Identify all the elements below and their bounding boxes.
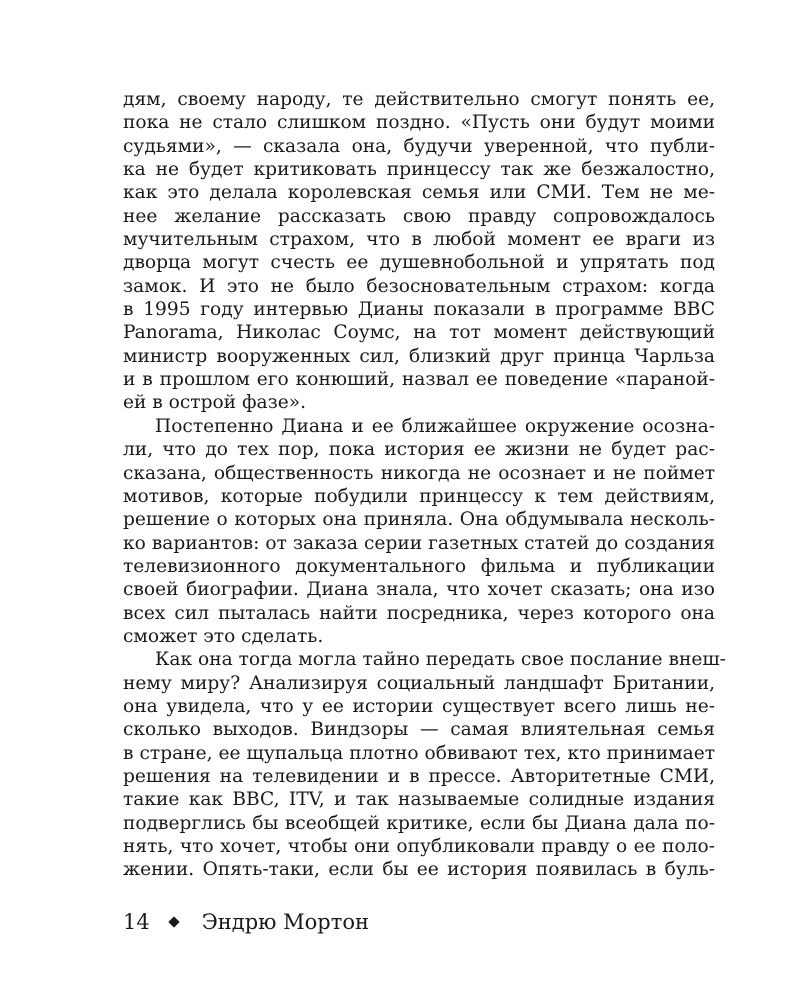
text-line: Постепенно Диана и ее ближайшее окружение осозна- [155, 415, 715, 437]
text-line: мучительным страхом, что в любой момент ее враги из [123, 229, 715, 251]
text-line: ей в острой фазе». [123, 392, 307, 414]
text-line: решения на телевидении и в прессе. Авторитетные СМИ, [123, 765, 715, 787]
text-line: Panorama, Николас Соумс, на тот момент действующий [123, 322, 715, 344]
text-line: жении. Опять-таки, если бы ее история появилась в буль- [123, 859, 715, 881]
text-line: такие как BBC, ITV, и так называемые солидные издания [123, 789, 715, 811]
text-line: подверглись бы всеобщей критике, если бы Диана дала по- [123, 812, 715, 834]
text-line: как это делала королевская семья или СМИ. Тем не ме- [123, 182, 715, 204]
text-line: дям, своему народу, те действительно смогут понять ее, [123, 89, 715, 110]
running-author: Эндрю Мортон [201, 910, 369, 934]
text-line: в стране, ее щупальца плотно обвивают тех, кто принимает [123, 742, 715, 764]
paragraph-3 [123, 648, 726, 881]
text-line: сколько выходов. Виндзоры — самая влиятельная семья [123, 719, 715, 741]
text-line: нему миру? Анализируя социальный ландшафт Британии, [123, 672, 715, 694]
text-line: ко вариантов: от заказа серии газетных статей до создания [123, 532, 715, 554]
text-line: сможет это сделать. [123, 625, 324, 647]
text-line: сказана, общественность никогда не осознает и не поймет [123, 462, 715, 484]
text-line: судьями», — сказала она, будучи уверенной, что публи- [123, 135, 715, 157]
text-line: ка не будет критиковать принцессу так же безжалостно, [123, 159, 715, 181]
paragraph-1 [123, 88, 715, 415]
text-line: и в прошлом его конюший, назвал ее поведение «параной- [123, 369, 715, 391]
paragraph-2 [123, 415, 715, 648]
text-line: замок. И это не было безосновательным страхом: когда [123, 275, 715, 297]
text-line: решение о которых она приняла. Она обдумывала несколь- [123, 509, 715, 531]
text-line: министр вооруженных сил, близкий друг принца Чарльза [123, 345, 715, 367]
text-line: Как она тогда могла тайно передать свое послание внеш- [155, 649, 726, 671]
page-number: 14 [123, 910, 150, 934]
diamond-icon [168, 916, 179, 927]
text-line: дворца могут счесть ее душевнобольной и упрятать под [123, 252, 715, 274]
text-line: своей биографии. Диана знала, что хочет сказать; она изо [123, 579, 715, 601]
text-line: ли, что до тех пор, пока история ее жизни не будет рас- [123, 439, 715, 461]
text-line: мотивов, которые побудили принцессу к тем действиям, [123, 485, 715, 507]
text-line: в 1995 году интервью Дианы показали в программе BBC [123, 299, 715, 321]
text-line: нять, что хочет, чтобы они опубликовали правду о ее поло- [123, 836, 715, 857]
text-line: телевизионного документального фильма и публикации [123, 555, 715, 577]
page-body [123, 88, 726, 882]
text-line: всех сил пыталась найти посредника, через которого она [123, 602, 715, 624]
text-line: она увидела, что у ее истории существует всего лишь не- [123, 695, 715, 717]
text-line: пока не стало слишком поздно. «Пусть они будут моими [123, 112, 715, 134]
text-line: нее желание рассказать свою правду сопровождалось [123, 205, 715, 227]
page-footer [123, 910, 369, 934]
